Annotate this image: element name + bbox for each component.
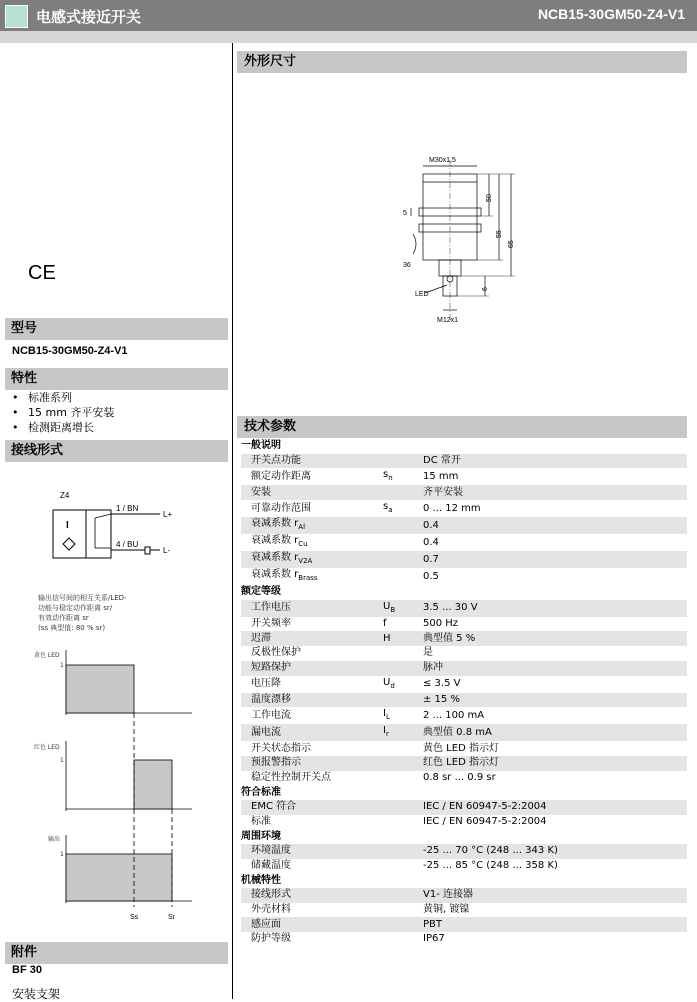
spec-symbol [383, 888, 423, 903]
spec-value: 500 Hz [423, 617, 687, 632]
spec-symbol [383, 917, 423, 932]
spec-row [241, 617, 687, 632]
spec-row [241, 646, 687, 661]
spec-row [241, 741, 687, 756]
terminal-bu: 4 / BU [116, 540, 139, 549]
spec-symbol [383, 800, 423, 815]
svg-text:1: 1 [60, 662, 64, 669]
spec-symbol [383, 534, 423, 551]
spec-name: 感应面 [241, 917, 383, 932]
spec-symbol [383, 771, 423, 786]
wiring-code: Z4 [60, 491, 70, 500]
ce-mark: CE [28, 262, 56, 284]
dim-50: 50 [486, 194, 493, 202]
spec-symbol [383, 551, 423, 568]
feature-item: • 15 mm 齐平安装 [12, 405, 114, 420]
spec-symbol [383, 454, 423, 469]
red-led-bar [134, 760, 172, 809]
spec-symbol: $U_d$ [383, 676, 423, 693]
spec-group-row [241, 873, 687, 888]
spec-symbol [383, 485, 423, 500]
spec-name: 反极性保护 [241, 646, 383, 661]
label-lminus: L- [163, 546, 171, 555]
spec-name: 漏电流 [241, 724, 383, 741]
dim-6: 6 [482, 287, 489, 291]
spec-symbol [383, 646, 423, 661]
dim-55: 55 [496, 230, 503, 238]
spec-name: 开关状态指示 [241, 741, 383, 756]
spec-row [241, 800, 687, 815]
spec-group-title: 一般说明 [241, 439, 687, 454]
model-code: NCB15-30GM50-Z4-V1 [537, 6, 685, 22]
wrench-icon [413, 234, 416, 254]
terminal-bn: 1 / BN [116, 504, 139, 513]
spec-row [241, 600, 687, 617]
dim-5: 5 [403, 210, 407, 217]
spec-name: EMC 符合 [241, 800, 383, 815]
svg-text:1: 1 [60, 851, 64, 858]
spec-value: IEC / EN 60947-5-2:2004 [423, 800, 687, 815]
spec-group-row [241, 585, 687, 600]
spec-value: 0 ... 12 mm [423, 500, 687, 517]
spec-value: -25 ... 70 °C (248 ... 343 K) [423, 844, 687, 859]
spec-row [241, 485, 687, 500]
spec-value: DC 常开 [423, 454, 687, 469]
spec-row [241, 631, 687, 646]
accessory-desc: 安装支架 [12, 987, 61, 1001]
spec-value: IEC / EN 60947-5-2:2004 [423, 815, 687, 830]
spec-value: 齐平安装 [423, 485, 687, 500]
graph-label-red: 红色 LED [34, 744, 60, 751]
spec-value: 15 mm [423, 468, 687, 485]
graph-ss: Ss [130, 914, 139, 921]
spec-group-title: 机械特性 [241, 873, 687, 888]
spec-group-title: 周围环境 [241, 829, 687, 844]
spec-value: 黄铜, 镀镍 [423, 903, 687, 918]
spec-value: 0.8 sr ... 0.9 sr [423, 771, 687, 786]
spec-symbol [383, 932, 423, 947]
spec-symbol [383, 844, 423, 859]
sensor-symbol-i: I [66, 520, 69, 531]
spec-value: 0.5 [423, 568, 687, 585]
spec-table [241, 439, 687, 947]
spec-value: ≤ 3.5 V [423, 676, 687, 693]
spec-name: 环境温度 [241, 844, 383, 859]
spec-symbol: $s_a$ [383, 500, 423, 517]
dim-36: 36 [403, 262, 411, 269]
spec-value: 脉冲 [423, 661, 687, 676]
category-title: 电感式接近开关 [36, 8, 142, 26]
spec-name: 开关频率 [241, 617, 383, 632]
spec-symbol [383, 756, 423, 771]
spec-row [241, 756, 687, 771]
load-icon [145, 547, 150, 554]
spec-group-row [241, 829, 687, 844]
feature-item: • 标准系列 [12, 390, 114, 405]
spec-symbol [383, 903, 423, 918]
dim-conn: M12x1 [437, 317, 459, 324]
spec-name: 衰减系数 $r_{Brass}$ [241, 568, 383, 585]
spec-name: 安装 [241, 485, 383, 500]
spec-name: 外壳材料 [241, 903, 383, 918]
spec-name: 开关点功能 [241, 454, 383, 469]
spec-value: ± 15 % [423, 693, 687, 708]
spec-name: 额定动作距离 [241, 468, 383, 485]
spec-symbol: f [383, 617, 423, 632]
spec-name: 稳定性控制开关点 [241, 771, 383, 786]
svg-text:1: 1 [60, 757, 64, 764]
spec-symbol [383, 741, 423, 756]
spec-row [241, 932, 687, 947]
dim-65: 65 [508, 240, 515, 248]
spec-row [241, 468, 687, 485]
spec-value: 3.5 ... 30 V [423, 600, 687, 617]
spec-row [241, 888, 687, 903]
dim-thread: M30x1,5 [429, 157, 456, 164]
spec-symbol: H [383, 631, 423, 646]
graph-label-output: 输出 [48, 836, 61, 843]
graph-label-yellow: 黄色 LED [34, 652, 60, 659]
spec-row [241, 454, 687, 469]
spec-row [241, 551, 687, 568]
accessory-heading: 附件 [5, 942, 228, 964]
spec-name: 衰减系数 $r_{Cu}$ [241, 534, 383, 551]
spec-row [241, 500, 687, 517]
spec-value: 典型值 0.8 mA [423, 724, 687, 741]
spec-value: 红色 LED 指示灯 [423, 756, 687, 771]
spec-value: 是 [423, 646, 687, 661]
spec-value: -25 ... 85 °C (248 ... 358 K) [423, 859, 687, 874]
spec-symbol: $s_n$ [383, 468, 423, 485]
spec-symbol [383, 517, 423, 534]
dimension-drawing [395, 150, 535, 330]
title-underbar [0, 31, 697, 43]
spec-name: 可靠动作范围 [241, 500, 383, 517]
spec-row [241, 693, 687, 708]
spec-name: 工作电流 [241, 707, 383, 724]
spec-value: 2 ... 100 mA [423, 707, 687, 724]
column-divider [232, 43, 233, 999]
sensor-diamond-icon [63, 538, 75, 550]
dim-led: LED [415, 291, 429, 298]
spec-symbol [383, 693, 423, 708]
spec-row [241, 771, 687, 786]
led-output-graph [0, 645, 230, 925]
spec-value: PBT [423, 917, 687, 932]
type-value: NCB15-30GM50-Z4-V1 [12, 345, 128, 357]
spec-value: 0.7 [423, 551, 687, 568]
title-bar [0, 0, 697, 31]
spec-name: 预报警指示 [241, 756, 383, 771]
spec-symbol [383, 815, 423, 830]
spec-group-row [241, 439, 687, 454]
spec-row [241, 859, 687, 874]
spec-name: 衰减系数 $r_{V2A}$ [241, 551, 383, 568]
feature-item: • 检测距离增长 [12, 420, 114, 435]
spec-name: 储藏温度 [241, 859, 383, 874]
spec-name: 电压降 [241, 676, 383, 693]
spec-value: 典型值 5 % [423, 631, 687, 646]
wiring-diagram [0, 470, 230, 570]
spec-row [241, 568, 687, 585]
spec-name: 接线形式 [241, 888, 383, 903]
spec-row [241, 676, 687, 693]
dimensions-heading: 外形尺寸 [237, 51, 687, 73]
spec-row [241, 517, 687, 534]
spec-value: IP67 [423, 932, 687, 947]
category-icon [5, 5, 28, 28]
spec-name: 迟滞 [241, 631, 383, 646]
spec-row [241, 815, 687, 830]
spec-row [241, 707, 687, 724]
sensor-box [53, 510, 111, 558]
type-heading: 型号 [5, 318, 228, 340]
spec-group-row [241, 785, 687, 800]
spec-symbol [383, 859, 423, 874]
tech-heading: 技术参数 [237, 416, 687, 438]
wiring-heading: 接线形式 [5, 440, 228, 462]
label-lplus: L+ [163, 510, 173, 519]
features-heading: 特性 [5, 368, 228, 390]
spec-value: 0.4 [423, 534, 687, 551]
spec-symbol: $U_B$ [383, 600, 423, 617]
spec-row [241, 844, 687, 859]
spec-row [241, 661, 687, 676]
spec-row [241, 903, 687, 918]
features-list [12, 390, 114, 435]
accessory-code: BF 30 [12, 964, 42, 976]
spec-row [241, 917, 687, 932]
spec-group-title: 符合标准 [241, 785, 687, 800]
spec-name: 防护等级 [241, 932, 383, 947]
spec-name: 短路保护 [241, 661, 383, 676]
spec-group-title: 额定等级 [241, 585, 687, 600]
spec-name: 温度漂移 [241, 693, 383, 708]
output-bar [66, 854, 172, 901]
graph-sr: Sr [168, 914, 175, 921]
spec-value: V1- 连接器 [423, 888, 687, 903]
spec-value: 0.4 [423, 517, 687, 534]
spec-symbol [383, 661, 423, 676]
spec-name: 衰减系数 $r_{Al}$ [241, 517, 383, 534]
spec-symbol: $I_L$ [383, 707, 423, 724]
spec-row [241, 534, 687, 551]
spec-name: 标准 [241, 815, 383, 830]
spec-symbol [383, 568, 423, 585]
spec-value: 黄色 LED 指示灯 [423, 741, 687, 756]
spec-row [241, 724, 687, 741]
yellow-led-bar [66, 665, 134, 713]
spec-symbol: $I_r$ [383, 724, 423, 741]
wiring-note: 输出信号间的相互关系/LED- 功能与稳定动作距离 sr/ 有效动作距离 sr (ss 典型值: 80 % sr) [38, 594, 127, 632]
spec-name: 工作电压 [241, 600, 383, 617]
